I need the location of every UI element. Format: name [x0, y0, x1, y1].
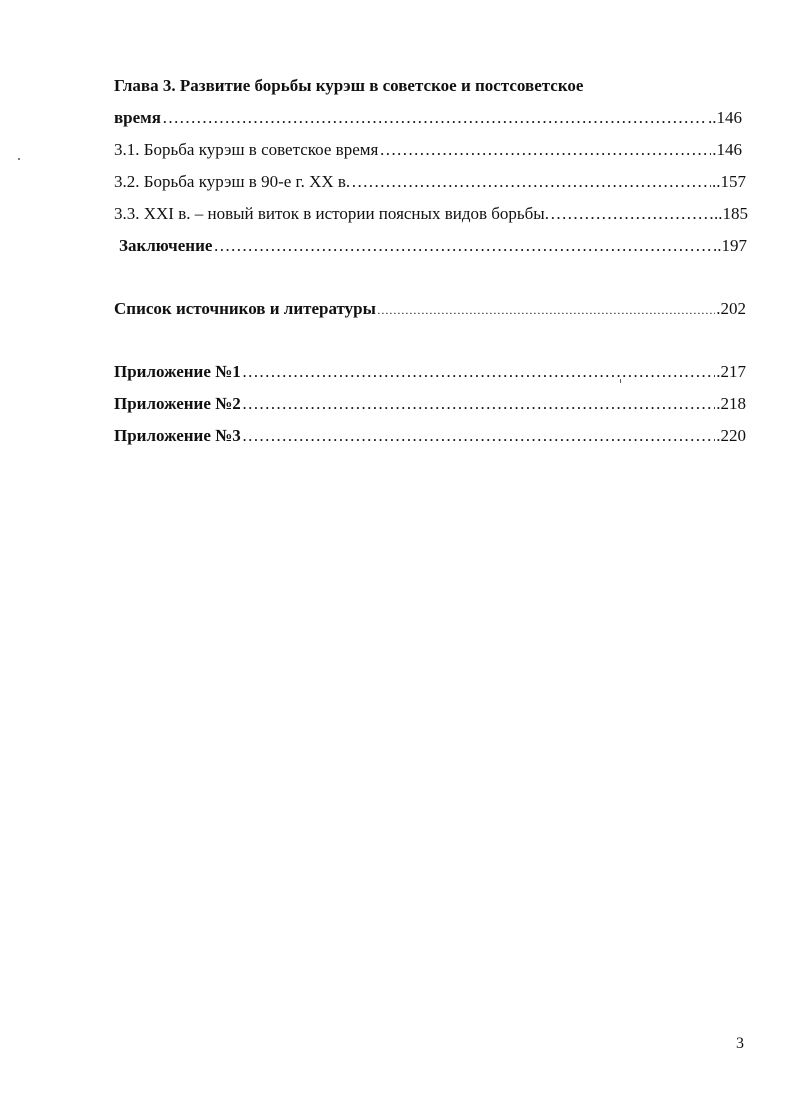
toc-entry-page: ..185: [714, 204, 748, 223]
toc-entry-page: .217: [716, 362, 746, 381]
toc-entry-page: ..157: [712, 172, 746, 191]
toc-entry-appendix-3: [114, 425, 746, 447]
toc-entry-page: ..146: [708, 108, 742, 127]
toc-entry-chapter-3: [114, 107, 742, 129]
toc-entry-appendix-1: [114, 361, 746, 383]
toc-entry-page: .218: [716, 394, 746, 413]
page-number: 3: [736, 1035, 744, 1052]
toc-leader-dots: [377, 299, 715, 321]
toc-entry-title: Приложение №1: [114, 362, 241, 381]
toc-leader-dots: [242, 393, 716, 415]
toc-leader-dots: [242, 425, 716, 447]
toc-entry-3-1: [114, 139, 742, 161]
toc-leader-dots: [550, 203, 713, 225]
toc-entry-page: ..197: [713, 236, 747, 255]
toc-leader-dots: [242, 361, 716, 383]
toc-entry-title: Приложение №3: [114, 426, 241, 445]
toc-entry-3-3: [114, 203, 748, 225]
toc-leader-dots: [162, 107, 707, 129]
toc-leader-dots: [213, 235, 712, 257]
chapter-3-heading: Глава 3. Развитие борьбы курэш в советское и постсоветское: [114, 76, 584, 95]
toc-entry-conclusion: [119, 235, 747, 257]
toc-entry-page: .202: [716, 299, 746, 318]
toc-entry-page: .146: [712, 140, 742, 159]
toc-entry-appendix-2: [114, 393, 746, 415]
toc-entry-page: .220: [716, 426, 746, 445]
toc-entry-title: Приложение №2: [114, 394, 241, 413]
toc-entry-bibliography: [114, 298, 746, 321]
toc-entry-title: Заключение: [119, 236, 213, 255]
toc-entry-title: 3.3. XXI в. – новый виток в истории поясных видов борьбы.: [114, 204, 549, 223]
toc-leader-dots: [351, 171, 711, 193]
toc-entry-title: Список источников и литературы: [114, 299, 376, 318]
toc-entry-title: 3.1. Борьба курэш в советское время: [114, 140, 379, 159]
scan-speck: [18, 158, 20, 160]
toc-entry-3-2: [114, 171, 746, 193]
scan-speck: [620, 379, 621, 383]
toc-entry-title: 3.2. Борьба курэш в 90-е г. XX в.: [114, 172, 351, 191]
toc-leader-dots: [379, 139, 711, 161]
toc-entry-title: время: [114, 108, 161, 127]
